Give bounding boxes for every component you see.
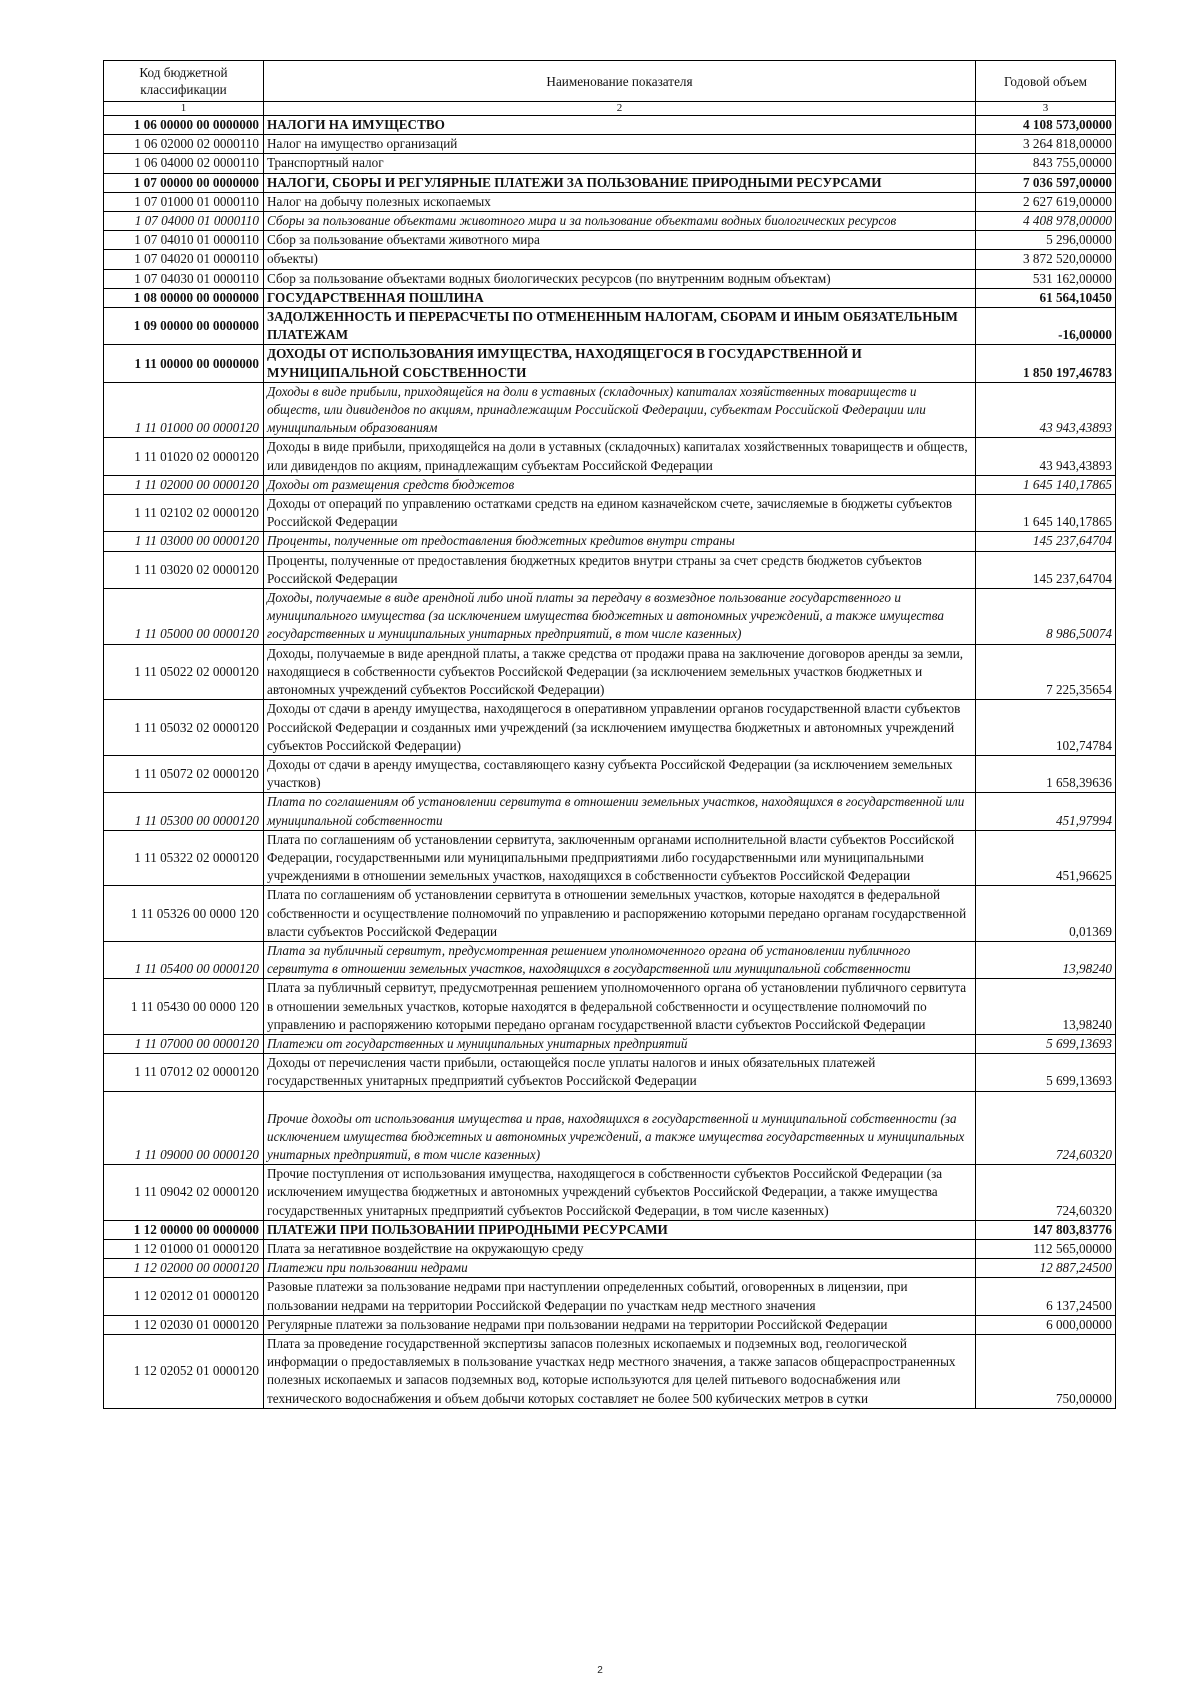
row-value: 724,60320 (976, 1091, 1116, 1165)
row-code: 1 11 03020 02 0000120 (104, 551, 264, 588)
row-value: 843 755,00000 (976, 154, 1116, 173)
page-number: 2 (597, 1665, 603, 1676)
budget-table (103, 60, 1116, 1409)
table-body (104, 116, 1116, 1409)
row-value: 61 564,10450 (976, 288, 1116, 307)
row-name: ПЛАТЕЖИ ПРИ ПОЛЬЗОВАНИИ ПРИРОДНЫМИ РЕСУРСАМИ (264, 1220, 976, 1239)
row-name: Плата по соглашениям об установлении сервитута в отношении земельных участков, находящихся в государственной или муниципальной собственности (264, 793, 976, 830)
row-value: 3 264 818,00000 (976, 135, 1116, 154)
row-code: 1 06 00000 00 0000000 (104, 116, 264, 135)
table-row (104, 1239, 1116, 1258)
row-code: 1 07 04030 01 0000110 (104, 269, 264, 288)
table-row (104, 212, 1116, 231)
row-code: 1 11 02000 00 0000120 (104, 475, 264, 494)
table-row (104, 475, 1116, 494)
table-row (104, 589, 1116, 645)
row-value: 6 137,24500 (976, 1278, 1116, 1315)
table-header-row (104, 61, 1116, 102)
row-value: 13,98240 (976, 941, 1116, 978)
table-row (104, 1259, 1116, 1278)
table-row (104, 1091, 1116, 1165)
row-value: 531 162,00000 (976, 269, 1116, 288)
row-code: 1 12 02030 01 0000120 (104, 1315, 264, 1334)
table-row (104, 979, 1116, 1035)
row-value: 13,98240 (976, 979, 1116, 1035)
row-name: Доходы в виде прибыли, приходящейся на доли в уставных (складочных) капиталах хозяйственных товариществ и обществ, или дивидендов по акциям, принадлежащим Российской Федерации, субъектам Российской Федерации или муниципальным образованиям (264, 382, 976, 438)
row-name: ЗАДОЛЖЕННОСТЬ И ПЕРЕРАСЧЕТЫ ПО ОТМЕНЕННЫМ НАЛОГАМ, СБОРАМ И ИНЫМ ОБЯЗАТЕЛЬНЫМ ПЛАТЕЖАМ (264, 308, 976, 345)
row-name: Налог на имущество организаций (264, 135, 976, 154)
row-name: Доходы, получаемые в виде арендной платы, а также средства от продажи права на заключение договоров аренды за земли, находящиеся в собственности субъектов Российской Федерации (за исключением земельных участков бюджетных и автономных учреждений субъектов Российской Федерации) (264, 644, 976, 700)
table-row (104, 192, 1116, 211)
row-value: 7 225,35654 (976, 644, 1116, 700)
row-code: 1 11 00000 00 0000000 (104, 345, 264, 382)
row-name: Налог на добычу полезных ископаемых (264, 192, 976, 211)
table-row (104, 644, 1116, 700)
table-row (104, 135, 1116, 154)
row-value: 0,01369 (976, 886, 1116, 942)
row-name: Плата за публичный сервитут, предусмотренная решением уполномоченного органа об установлении публичного сервитута в отношении земельных участков, находящихся в государственной или муниципальной собственности (264, 941, 976, 978)
row-code: 1 12 02052 01 0000120 (104, 1335, 264, 1409)
row-value: 7 036 597,00000 (976, 173, 1116, 192)
row-code: 1 06 04000 02 0000110 (104, 154, 264, 173)
row-name: Доходы, получаемые в виде арендной либо иной платы за передачу в возмездное пользование государственного и муниципального имущества (за исключением имущества бюджетных и автономных учреждений, а также имущества государственных и муниципальных унитарных предприятий, в том числе казенных) (264, 589, 976, 645)
row-name: Сбор за пользование объектами водных биологических ресурсов (по внутренним водным объектам) (264, 269, 976, 288)
row-value: 145 237,64704 (976, 532, 1116, 551)
row-value: 12 887,24500 (976, 1259, 1116, 1278)
table-row (104, 755, 1116, 792)
row-code: 1 07 04000 01 0000110 (104, 212, 264, 231)
table-row (104, 700, 1116, 756)
row-value: 1 645 140,17865 (976, 495, 1116, 532)
row-code: 1 11 03000 00 0000120 (104, 532, 264, 551)
row-code: 1 11 05326 00 0000 120 (104, 886, 264, 942)
row-name: ГОСУДАРСТВЕННАЯ ПОШЛИНА (264, 288, 976, 307)
table-row (104, 1335, 1116, 1409)
row-name: Плата за проведение государственной экспертизы запасов полезных ископаемых и подземных вод, геологической информации о предоставляемых в пользование участках недр местного значения, а также запасов общераспространенных полезных ископаемых и запасов подземных вод, которые используются для целей питьевого водоснабжения или технического водоснабжения и объем добычи которых составляет не более 500 кубических метров в сутки (264, 1335, 976, 1409)
header-code: Код бюджетной классификации (104, 61, 264, 102)
row-name: Платежи при пользовании недрами (264, 1259, 976, 1278)
row-name: Доходы от перечисления части прибыли, остающейся после уплаты налогов и иных обязательных платежей государственных унитарных предприятий субъектов Российской Федерации (264, 1054, 976, 1091)
row-value: 43 943,43893 (976, 438, 1116, 475)
row-code: 1 12 02012 01 0000120 (104, 1278, 264, 1315)
row-name: Доходы от размещения средств бюджетов (264, 475, 976, 494)
column-number-2: 2 (264, 102, 976, 116)
row-name: Доходы от сдачи в аренду имущества, находящегося в оперативном управлении органов государственной власти субъектов Российской Федерации и созданных ими учреждений (за исключением имущества бюджетных и автономных учреждений субъектов Российской Федерации) (264, 700, 976, 756)
header-name: Наименование показателя (264, 61, 976, 102)
row-name: Прочие поступления от использования имущества, находящегося в собственности субъектов Российской Федерации (за исключением имущества бюджетных и автономных учреждений субъектов Российской Федерации, а также имущества государственных унитарных предприятий субъектов Российской Федерации, в том числе казенных) (264, 1165, 976, 1221)
row-name: Плата по соглашениям об установлении сервитута, заключенным органами исполнительной власти субъектов Российской Федерации, государственными или муниципальными предприятиями либо государственными или муниципальными учреждениями в отношении земельных участков, находящихся в собственности субъектов Российской Федерации (264, 830, 976, 886)
row-code: 1 11 07012 02 0000120 (104, 1054, 264, 1091)
row-value: 451,96625 (976, 830, 1116, 886)
row-name: Плата за публичный сервитут, предусмотренная решением уполномоченного органа об установлении публичного сервитута в отношении земельных участков, которые находятся в федеральной собственности и осуществление полномочий по управлению и распоряжению которыми передано органам государственной власти субъектов Российской Федерации (264, 979, 976, 1035)
row-name: Регулярные платежи за пользование недрами при пользовании недрами на территории Российской Федерации (264, 1315, 976, 1334)
row-value: 8 986,50074 (976, 589, 1116, 645)
table-row (104, 830, 1116, 886)
row-name: Сборы за пользование объектами животного мира и за пользование объектами водных биологических ресурсов (264, 212, 976, 231)
row-code: 1 07 04020 01 0000110 (104, 250, 264, 269)
row-name: Плата за негативное воздействие на окружающую среду (264, 1239, 976, 1258)
row-value: 451,97994 (976, 793, 1116, 830)
row-value: 102,74784 (976, 700, 1116, 756)
table-row (104, 1220, 1116, 1239)
row-value: 2 627 619,00000 (976, 192, 1116, 211)
row-value: 112 565,00000 (976, 1239, 1116, 1258)
row-value: 5 699,13693 (976, 1034, 1116, 1053)
table-row (104, 250, 1116, 269)
row-value: -16,00000 (976, 308, 1116, 345)
row-name: Проценты, полученные от предоставления бюджетных кредитов внутри страны за счет средств бюджетов субъектов Российской Федерации (264, 551, 976, 588)
row-name: Доходы в виде прибыли, приходящейся на доли в уставных (складочных) капиталах хозяйственных товариществ и обществ, или дивидендов по акциям, принадлежащим субъектам Российской Федерации (264, 438, 976, 475)
row-value: 750,00000 (976, 1335, 1116, 1409)
table-row (104, 173, 1116, 192)
row-value: 1 850 197,46783 (976, 345, 1116, 382)
table-row (104, 532, 1116, 551)
row-code: 1 07 00000 00 0000000 (104, 173, 264, 192)
header-value: Годовой объем (976, 61, 1116, 102)
row-value: 3 872 520,00000 (976, 250, 1116, 269)
row-code: 1 12 00000 00 0000000 (104, 1220, 264, 1239)
row-code: 1 11 07000 00 0000120 (104, 1034, 264, 1053)
column-number-row (104, 102, 1116, 116)
row-code: 1 11 05430 00 0000 120 (104, 979, 264, 1035)
row-code: 1 11 05400 00 0000120 (104, 941, 264, 978)
row-code: 1 11 09000 00 0000120 (104, 1091, 264, 1165)
row-code: 1 11 05000 00 0000120 (104, 589, 264, 645)
row-code: 1 11 05300 00 0000120 (104, 793, 264, 830)
row-value: 43 943,43893 (976, 382, 1116, 438)
table-row (104, 941, 1116, 978)
row-value: 724,60320 (976, 1165, 1116, 1221)
row-name: Проценты, полученные от предоставления бюджетных кредитов внутри страны (264, 532, 976, 551)
table-row (104, 886, 1116, 942)
row-value: 145 237,64704 (976, 551, 1116, 588)
row-name: Плата по соглашениям об установлении сервитута в отношении земельных участков, которые находятся в федеральной собственности и осуществление полномочий по управлению и распоряжению которыми передано органам государственной власти субъектов Российской Федерации (264, 886, 976, 942)
table-row (104, 1165, 1116, 1221)
row-value: 5 296,00000 (976, 231, 1116, 250)
table-row (104, 438, 1116, 475)
row-code: 1 11 01000 00 0000120 (104, 382, 264, 438)
row-code: 1 11 01020 02 0000120 (104, 438, 264, 475)
table-row (104, 1278, 1116, 1315)
table-row (104, 1315, 1116, 1334)
table-row (104, 1034, 1116, 1053)
row-code: 1 07 04010 01 0000110 (104, 231, 264, 250)
row-code: 1 08 00000 00 0000000 (104, 288, 264, 307)
row-code: 1 07 01000 01 0000110 (104, 192, 264, 211)
row-name: Разовые платежи за пользование недрами при наступлении определенных событий, оговоренных в лицензии, при пользовании недрами на территории Российской Федерации по участкам недр местного значения (264, 1278, 976, 1315)
column-number-3: 3 (976, 102, 1116, 116)
table-row (104, 154, 1116, 173)
row-name: Сбор за пользование объектами животного мира (264, 231, 976, 250)
row-value: 6 000,00000 (976, 1315, 1116, 1334)
row-name: НАЛОГИ, СБОРЫ И РЕГУЛЯРНЫЕ ПЛАТЕЖИ ЗА ПОЛЬЗОВАНИЕ ПРИРОДНЫМИ РЕСУРСАМИ (264, 173, 976, 192)
table-row (104, 116, 1116, 135)
row-code: 1 06 02000 02 0000110 (104, 135, 264, 154)
table-row (104, 231, 1116, 250)
row-value: 1 645 140,17865 (976, 475, 1116, 494)
row-name: объекты) (264, 250, 976, 269)
row-name: НАЛОГИ НА ИМУЩЕСТВО (264, 116, 976, 135)
row-name: Доходы от сдачи в аренду имущества, составляющего казну субъекта Российской Федерации (за исключением земельных участков) (264, 755, 976, 792)
row-code: 1 12 02000 00 0000120 (104, 1259, 264, 1278)
table-row (104, 793, 1116, 830)
row-value: 147 803,83776 (976, 1220, 1116, 1239)
table-row (104, 288, 1116, 307)
table-row (104, 551, 1116, 588)
table-row (104, 269, 1116, 288)
table-row (104, 382, 1116, 438)
row-code: 1 11 05032 02 0000120 (104, 700, 264, 756)
row-name: Платежи от государственных и муниципальных унитарных предприятий (264, 1034, 976, 1053)
column-number-1: 1 (104, 102, 264, 116)
table-row (104, 1054, 1116, 1091)
row-value: 4 108 573,00000 (976, 116, 1116, 135)
row-value: 4 408 978,00000 (976, 212, 1116, 231)
table-row (104, 345, 1116, 382)
row-name: Транспортный налог (264, 154, 976, 173)
table-row (104, 308, 1116, 345)
row-name: Доходы от операций по управлению остатками средств на едином казначейском счете, зачисляемые в бюджеты субъектов Российской Федерации (264, 495, 976, 532)
row-code: 1 11 09042 02 0000120 (104, 1165, 264, 1221)
document-sheet (103, 60, 1115, 1409)
row-code: 1 09 00000 00 0000000 (104, 308, 264, 345)
row-value: 1 658,39636 (976, 755, 1116, 792)
row-code: 1 12 01000 01 0000120 (104, 1239, 264, 1258)
row-name: ДОХОДЫ ОТ ИСПОЛЬЗОВАНИЯ ИМУЩЕСТВА, НАХОДЯЩЕГОСЯ В ГОСУДАРСТВЕННОЙ И МУНИЦИПАЛЬНОЙ СОБСТВЕННОСТИ (264, 345, 976, 382)
row-value: 5 699,13693 (976, 1054, 1116, 1091)
row-code: 1 11 02102 02 0000120 (104, 495, 264, 532)
row-code: 1 11 05072 02 0000120 (104, 755, 264, 792)
row-name: Прочие доходы от использования имущества и прав, находящихся в государственной и муниципальной собственности (за исключением имущества бюджетных и автономных учреждений, а также имущества государственных и муниципальных унитарных предприятий, в том числе казенных) (264, 1091, 976, 1165)
row-code: 1 11 05022 02 0000120 (104, 644, 264, 700)
row-code: 1 11 05322 02 0000120 (104, 830, 264, 886)
table-row (104, 495, 1116, 532)
